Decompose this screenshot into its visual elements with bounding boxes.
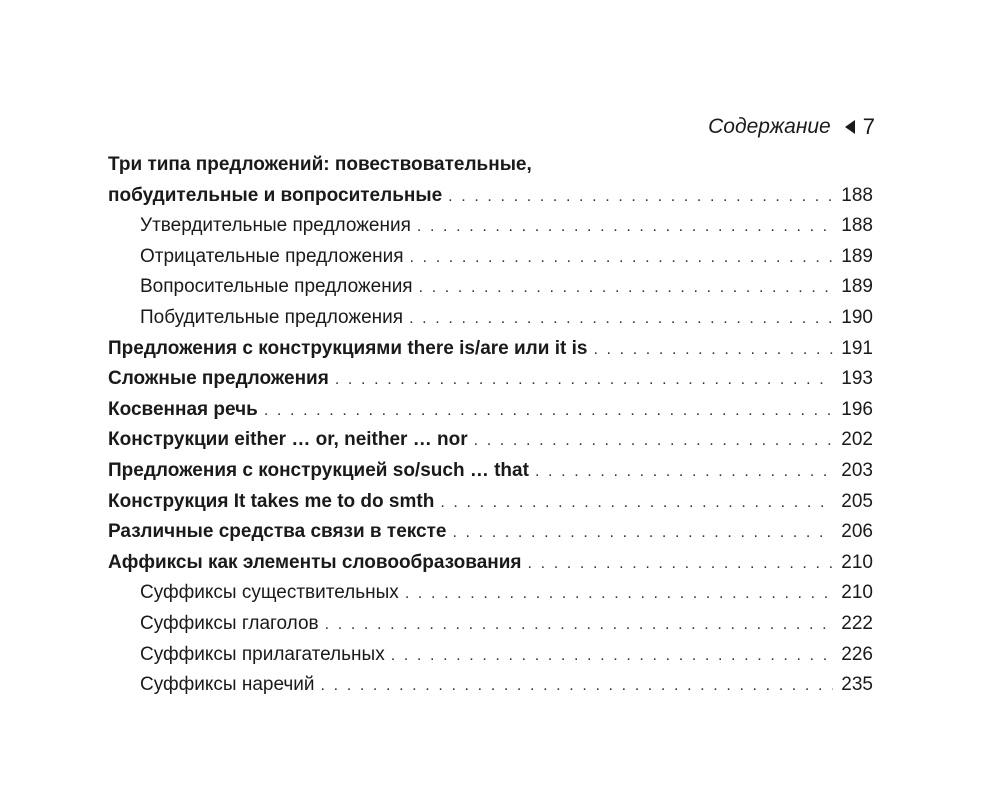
toc-heading-line	[108, 150, 873, 181]
toc-title: Сложные предложения	[108, 368, 329, 390]
toc-page: 203	[841, 459, 873, 481]
toc-entry	[108, 334, 873, 365]
dot-leader	[325, 610, 833, 641]
dot-leader	[264, 396, 833, 427]
toc-page: 205	[841, 490, 873, 512]
toc-title: Косвенная речь	[108, 398, 258, 420]
toc-subentry	[108, 670, 873, 701]
toc-title: Отрицательные предложения	[140, 245, 404, 267]
toc-title: Предложения с конструкцией so/such … that	[108, 459, 529, 481]
dot-leader	[448, 182, 833, 213]
toc-subentry	[108, 242, 873, 273]
toc-entry	[108, 425, 873, 456]
dot-leader	[410, 243, 833, 274]
toc-page: 206	[841, 521, 873, 543]
section-title: Содержание	[708, 115, 831, 138]
toc-title: Различные средства связи в тексте	[108, 521, 447, 543]
running-header	[708, 111, 875, 143]
toc-entry	[108, 517, 873, 548]
toc-page: 210	[841, 582, 873, 604]
toc-entry	[108, 456, 873, 487]
toc-title: Аффиксы как элементы словообразования	[108, 551, 522, 573]
dot-leader	[409, 304, 833, 335]
dot-leader	[335, 365, 833, 396]
triangle-left-icon	[845, 120, 855, 134]
toc-page: 202	[841, 429, 873, 451]
toc-subentry	[108, 272, 873, 303]
toc-title: Суффиксы глаголов	[140, 612, 319, 634]
toc-subentry	[108, 609, 873, 640]
toc-subentry	[108, 303, 873, 334]
toc-entry	[108, 395, 873, 426]
toc-page: 189	[841, 276, 873, 298]
toc-entry	[108, 548, 873, 579]
dot-leader	[535, 457, 833, 488]
toc-page: 190	[841, 306, 873, 328]
toc-page: 196	[841, 398, 873, 420]
toc-title: Суффиксы наречий	[140, 674, 315, 696]
toc-entry	[108, 487, 873, 518]
toc-title: побудительные и вопросительные	[108, 184, 443, 206]
toc-title: Предложения с конструкциями there is/are или it is	[108, 337, 588, 359]
toc-title: Три типа предложений: повествовательные,	[108, 154, 532, 175]
toc-title: Суффиксы прилагательных	[140, 643, 385, 665]
toc-title: Конструкция It takes me to do smth	[108, 490, 435, 512]
toc-title: Вопросительные предложения	[140, 276, 413, 298]
toc-subentry	[108, 640, 873, 671]
dot-leader	[474, 426, 833, 457]
toc-entry	[108, 181, 873, 212]
dot-leader	[405, 579, 833, 610]
toc-page: 189	[841, 245, 873, 267]
toc-page: 226	[841, 643, 873, 665]
dot-leader	[417, 212, 833, 243]
toc-title: Конструкции either … or, neither … nor	[108, 429, 468, 451]
toc-title: Побудительные предложения	[140, 306, 404, 328]
dot-leader	[391, 641, 833, 672]
dot-leader	[452, 518, 833, 549]
dot-leader	[419, 273, 833, 304]
toc-page: 210	[841, 551, 873, 573]
toc-page: 193	[841, 368, 873, 390]
toc-subentry	[108, 211, 873, 242]
dot-leader	[593, 335, 833, 366]
toc-title: Утвердительные предложения	[140, 215, 411, 237]
dot-leader	[440, 488, 833, 519]
toc-subentry	[108, 578, 873, 609]
toc-page: 188	[841, 215, 873, 237]
dot-leader	[321, 671, 833, 702]
toc-page: 188	[841, 184, 873, 206]
page-number: 7	[862, 114, 875, 139]
toc-page: 235	[841, 674, 873, 696]
toc-page: 191	[841, 337, 873, 359]
table-of-contents	[108, 150, 873, 701]
toc-title: Суффиксы существительных	[140, 582, 399, 604]
toc-entry	[108, 364, 873, 395]
dot-leader	[528, 549, 833, 580]
toc-page: 222	[841, 612, 873, 634]
